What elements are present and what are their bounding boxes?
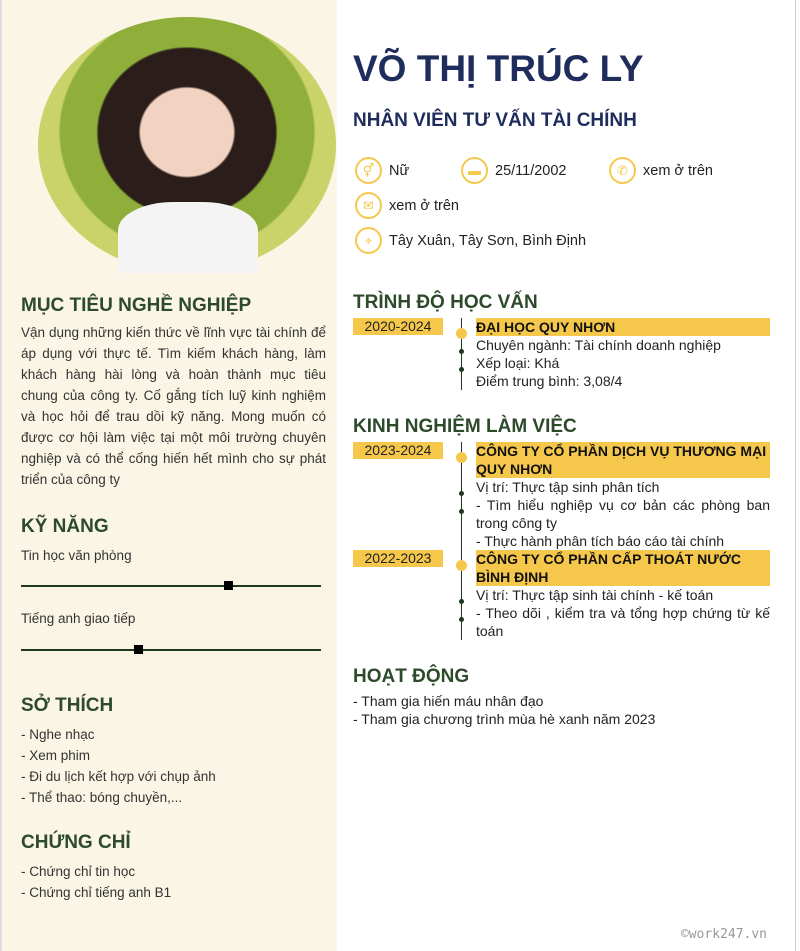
gender: Nữ [389, 162, 410, 179]
timeline-dot [456, 328, 467, 339]
hobby-item: - Đi du lịch kết hợp với chụp ảnh [21, 769, 216, 784]
candidate-name: VÕ THỊ TRÚC LY [353, 48, 644, 89]
experience-detail: - Theo dõi , kiểm tra và tổng hợp chứng từ kế toán [476, 605, 770, 639]
skill-label: Tin học văn phòng [21, 548, 132, 563]
birthday-cake-icon: ▬ [461, 157, 488, 184]
location-icon: ⌖ [355, 227, 382, 254]
timeline-dot [456, 560, 467, 571]
gender-icon: ⚥ [355, 157, 382, 184]
school-name: ĐẠI HỌC QUY NHƠN [476, 318, 770, 336]
dob: 25/11/2002 [495, 162, 567, 179]
hobbies-heading: SỞ THÍCH [21, 695, 114, 716]
phone: xem ở trên [643, 162, 713, 179]
experience-detail: - Tìm hiểu nghiệp vụ cơ bản các phòng ban trong công ty [476, 497, 770, 531]
experience-year: 2023-2024 [353, 442, 443, 459]
email: xem ở trên [389, 197, 459, 214]
company-name: CÔNG TY CỔ PHẦN DỊCH VỤ THƯƠNG MẠI QUY NHƠN [476, 442, 770, 478]
address: Tây Xuân, Tây Sơn, Bình Định [389, 232, 587, 249]
skill-bar [21, 585, 321, 587]
cert-item: - Chứng chỉ tiếng anh B1 [21, 885, 172, 900]
timeline-dot [459, 491, 464, 496]
email-icon: ✉ [355, 192, 382, 219]
experience-detail: Vị trí: Thực tập sinh tài chính - kế toán [476, 587, 714, 603]
experience-heading: KINH NGHIỆM LÀM VIỆC [353, 416, 577, 437]
certs-heading: CHỨNG CHỈ [21, 832, 131, 853]
phone-icon: ✆ [609, 157, 636, 184]
skill-level-marker [134, 645, 143, 654]
watermark: ©work247.vn [680, 927, 767, 942]
experience-detail: - Thực hành phân tích báo cáo tài chính [476, 533, 725, 549]
objective-heading: MỤC TIÊU NGHỀ NGHIỆP [21, 295, 252, 316]
timeline-line [461, 442, 462, 640]
education-detail: Điểm trung bình: 3,08/4 [476, 373, 623, 389]
timeline-dot [459, 617, 464, 622]
hobby-item: - Nghe nhạc [21, 727, 95, 742]
hobby-item: - Thể thao: bóng chuyền,... [21, 790, 183, 805]
skill-label: Tiếng anh giao tiếp [21, 611, 136, 626]
education-detail: Chuyên ngành: Tài chính doanh nghiệp [476, 337, 721, 353]
timeline-dot [459, 349, 464, 354]
timeline-dot [459, 599, 464, 604]
education-year: 2020-2024 [353, 318, 443, 335]
profile-photo [38, 17, 336, 273]
education-heading: TRÌNH ĐỘ HỌC VẤN [353, 292, 538, 313]
skill-bar [21, 649, 321, 651]
activity-item: - Tham gia chương trình mùa hè xanh năm 2023 [353, 711, 656, 727]
skills-heading: KỸ NĂNG [21, 516, 109, 537]
objective-text: Vận dụng những kiến thức về lĩnh vực tài chính để áp dụng với thực tế. Tìm kiếm khách hàng, làm khách hàng hài lòng và hoàn thành mục tiêu chung của công ty. Cố gắng tích luỹ kinh nghiệm và học hỏi để trau dồi kỹ năng. Mong muốn có được cơ hội làm việc tại một môi trường chuyên nghiệp và có thể cống hiến hết mình cho sự phát triển của công ty [21, 325, 326, 487]
cert-item: - Chứng chỉ tin học [21, 864, 136, 879]
activity-item: - Tham gia hiến máu nhân đạo [353, 693, 544, 709]
timeline-dot [459, 367, 464, 372]
timeline-dot [456, 452, 467, 463]
hobby-item: - Xem phim [21, 748, 91, 763]
timeline-dot [459, 509, 464, 514]
candidate-role: NHÂN VIÊN TƯ VẤN TÀI CHÍNH [353, 110, 637, 131]
activities-heading: HOẠT ĐỘNG [353, 666, 470, 687]
experience-year: 2022-2023 [353, 550, 443, 567]
experience-detail: Vị trí: Thực tập sinh phân tích [476, 479, 660, 495]
education-detail: Xếp loại: Khá [476, 355, 560, 371]
skill-level-marker [224, 581, 233, 590]
company-name: CÔNG TY CỔ PHẦN CẤP THOÁT NƯỚC BÌNH ĐỊNH [476, 550, 770, 586]
